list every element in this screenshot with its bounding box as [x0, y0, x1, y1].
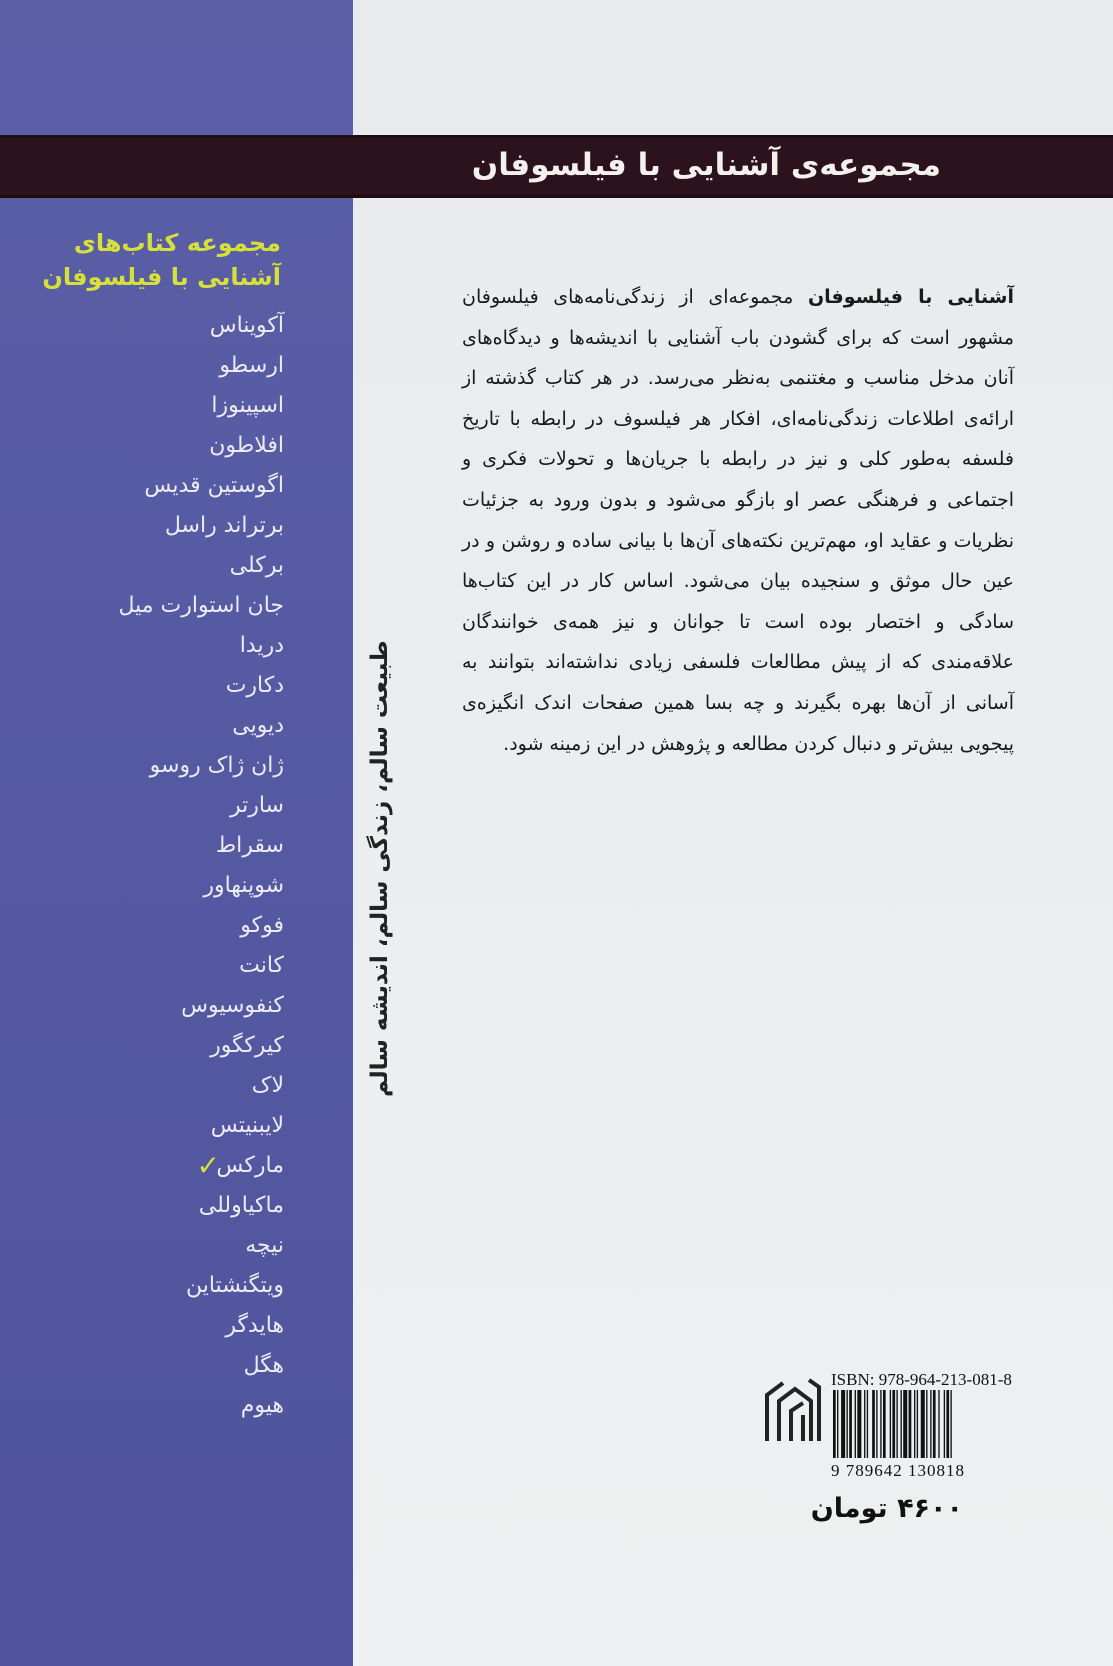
barcode-bar [883, 1390, 886, 1458]
philosopher-list-item [0, 306, 284, 346]
philosopher-name: دیویی [232, 713, 284, 738]
philosopher-name: کیرکگور [210, 1033, 284, 1058]
barcode-bar [849, 1390, 852, 1458]
philosopher-list-item [0, 1026, 284, 1066]
philosopher-list-item [0, 946, 284, 986]
philosopher-list-item [0, 626, 284, 666]
series-heading-line1: مجموعه کتاب‌های [73, 229, 281, 257]
philosopher-list-item [0, 786, 284, 826]
barcode-bar [833, 1390, 836, 1458]
barcode-bar [864, 1390, 865, 1458]
description-bold-lead: آشنایی با فیلسوفان [807, 286, 1015, 308]
philosopher-list-item [0, 1146, 284, 1186]
barcode-bar [872, 1390, 875, 1458]
philosopher-list-item [0, 1226, 284, 1266]
philosopher-name: فوکو [240, 913, 284, 938]
series-heading-line2: آشنایی با فیلسوفان [42, 263, 281, 291]
philosopher-name: جان استوارت میل [118, 593, 284, 618]
philosopher-list-item [0, 826, 284, 866]
barcode-bar [926, 1390, 927, 1458]
barcode-bar [880, 1390, 881, 1458]
description-paragraph [462, 277, 1014, 764]
isbn-label: ISBN: 978-964-213-081-8 [831, 1370, 1012, 1389]
barcode-bar [914, 1390, 915, 1458]
barcode-bar [857, 1390, 861, 1458]
philosopher-list-item [0, 466, 284, 506]
philosopher-list-item [0, 1386, 284, 1426]
philosopher-name: ویتگنشتاین [185, 1273, 284, 1298]
philosopher-name: کانت [239, 953, 284, 978]
philosopher-name: دریدا [239, 633, 284, 658]
barcode-bar [847, 1390, 848, 1458]
philosopher-list-item [0, 986, 284, 1026]
series-heading [1, 226, 281, 294]
philosopher-name: هایدگر [225, 1313, 284, 1338]
philosopher-list-item [0, 866, 284, 906]
philosopher-list-item [0, 1306, 284, 1346]
philosopher-list-item [0, 906, 284, 946]
philosopher-name: سقراط [215, 833, 284, 858]
philosopher-name: هیوم [240, 1393, 284, 1418]
philosopher-name: ژان ژاک روسو [149, 753, 284, 778]
publisher-logo-icon [763, 1375, 825, 1445]
barcode-bar [876, 1390, 877, 1458]
barcode-bar [933, 1390, 936, 1458]
barcode-bar [837, 1390, 838, 1458]
philosopher-name: هگل [243, 1353, 284, 1378]
barcode-bar [938, 1390, 939, 1458]
philosopher-name: اگوستین قدیس [144, 473, 284, 498]
barcode-bar [890, 1390, 891, 1458]
barcode-bar [901, 1390, 902, 1458]
philosopher-name: افلاطون [209, 433, 284, 458]
philosopher-list-item [0, 1186, 284, 1226]
barcode-bar [867, 1390, 868, 1458]
philosopher-list-item [0, 546, 284, 586]
philosopher-name: برتراند راسل [164, 513, 284, 538]
barcode-bars [833, 1390, 1013, 1460]
barcode-bar [841, 1390, 845, 1458]
barcode-bar [909, 1390, 912, 1458]
barcode-bar [950, 1390, 951, 1458]
philosopher-list-item [0, 1066, 284, 1106]
philosopher-list-item [0, 666, 284, 706]
series-title: مجموعه‌ی آشنایی با فیلسوفان [471, 147, 941, 183]
barcode-bar [892, 1390, 895, 1458]
philosopher-name: ارسطو [219, 353, 284, 378]
philosopher-name: آکویناس [209, 313, 284, 338]
barcode-digits: 9 789642 130818 [831, 1461, 965, 1480]
philosopher-list-item [0, 386, 284, 426]
barcode-block [763, 1370, 1023, 1480]
philosopher-list-item [0, 1346, 284, 1386]
philosopher-list-item [0, 706, 284, 746]
philosopher-name: اسپینوزا [211, 393, 284, 418]
philosopher-name: مارکس [216, 1153, 284, 1178]
barcode-bar [903, 1390, 907, 1458]
philosopher-list-item [0, 746, 284, 786]
philosopher-list-item [0, 1266, 284, 1306]
philosopher-name: سارتر [229, 793, 284, 818]
barcode-bar [917, 1390, 918, 1458]
barcode-bar [930, 1390, 931, 1458]
spine-motto: طبیعت سالم، زندگی سالم، اندیشه سالم [367, 640, 393, 1097]
price-label: ۴۶۰۰ تومان [810, 1493, 963, 1524]
philosopher-list-item [0, 586, 284, 626]
philosopher-name: شوپنهاور [203, 873, 284, 898]
philosopher-name: برکلی [229, 553, 284, 578]
philosopher-list-item [0, 426, 284, 466]
philosopher-name: لایبنیتس [210, 1113, 284, 1138]
philosopher-name: دکارت [225, 673, 284, 698]
philosopher-list-item [0, 1106, 284, 1146]
barcode-bar [896, 1390, 897, 1458]
philosopher-name: نیچه [245, 1233, 284, 1258]
philosopher-name: کنفوسیوس [181, 993, 284, 1018]
barcode-bar [946, 1390, 949, 1458]
barcode-bar [921, 1390, 925, 1458]
barcode-bar [944, 1390, 945, 1458]
description-text: مجموعه‌ای از زندگی‌نامه‌های فیلسوفان مشهور است که برای گشودن باب آشنایی با اندیشه‌ها و دیدگاه‌های آنان مدخل مناسب و مغتنمی به‌نظر می‌رسد. در هر کتاب گذشته از ارائه‌ی اطلاعات زندگی‌نامه‌ای، افکار هر فیلسوف در رابطه با تاریخ فلسفه به‌طور کلی و نیز در رابطه با جریان‌ها و تحولات فکری و اجتماعی و فرهنگی عصر او بازگو می‌شود و بدون ورود به جزئیات نظریات و عقاید او، مهم‌ترین نکته‌های آن‌ها با بیانی ساده و روشن و در عین حال موثق و سنجیده بیان می‌شود. اساس کار در این کتاب‌ها سادگی و اختصار بوده است تا جوانان و نیز همه‌ی خوانندگان علاقه‌مندی که از پیش مطالعات فلسفی زیادی نداشته‌اند بتوانند به آسانی از آن‌ها بهره بگیرند و چه بسا همین صفحات اندک انگیزه‌ی پیجویی بیش‌تر و دنبال کردن مطالعه و پژوهش در این زمینه شود. [462, 286, 1014, 755]
philosopher-name: ماکیاوللی [198, 1193, 284, 1218]
check-icon: ✓ [196, 1149, 220, 1182]
barcode-bar [855, 1390, 856, 1458]
philosopher-list-item [0, 346, 284, 386]
philosopher-name: لاک [251, 1073, 284, 1098]
philosopher-list [0, 306, 284, 1426]
philosopher-list-item [0, 506, 284, 546]
